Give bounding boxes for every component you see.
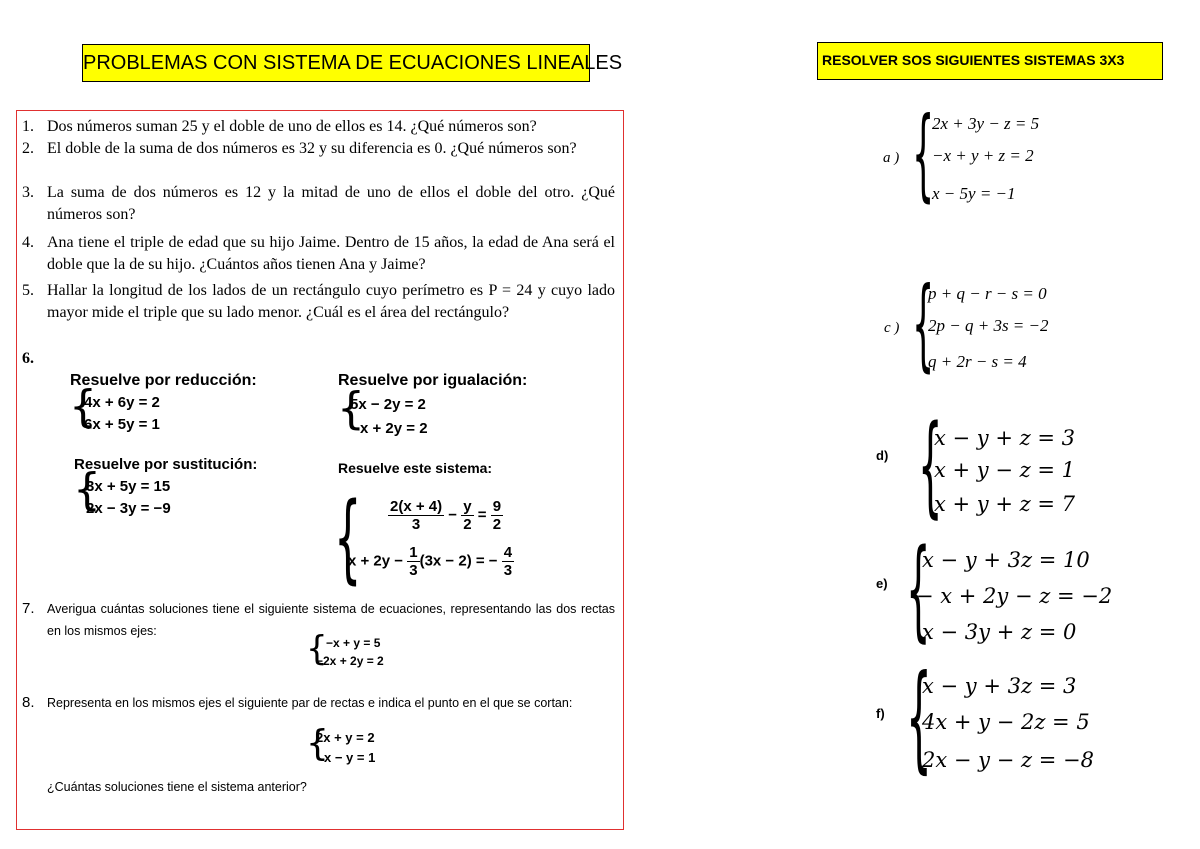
brace: {	[334, 482, 362, 594]
fraction: $\frac{9}{2}$	[492, 498, 502, 533]
problem-number: 1.	[22, 118, 34, 135]
brace: {	[306, 723, 329, 764]
equation: x − 3y + z = 0	[922, 620, 1077, 644]
brace: {	[906, 650, 932, 785]
system-fracciones	[334, 460, 598, 594]
equation: −x + y = 5	[326, 636, 381, 650]
equation: q + 2r − s = 4	[928, 352, 1027, 371]
equation: x − y + z = 3	[934, 426, 1075, 450]
problem-text: El doble de la suma de dos números es 32 y su diferencia es 0. ¿Qué números son?	[47, 140, 577, 157]
equation-fraction-2: x + 2y − $\frac{1}{3}$ (3x − 2) = − $\frac{4}{3}$	[348, 544, 513, 579]
equation: 2x − 3y = −9	[86, 500, 171, 517]
equation: 5x − 2y = 2	[350, 396, 426, 413]
fraction: $\frac{4}{3}$	[503, 544, 513, 579]
brace: {	[306, 629, 328, 669]
problem-8	[22, 692, 615, 714]
system-3x3-d	[918, 401, 1100, 529]
system-label-d: d)	[876, 448, 889, 463]
system-label-c: c )	[884, 320, 900, 336]
question-text: ¿Cuántas soluciones tiene el sistema anterior?	[47, 780, 307, 794]
equation: x − y + 3z = 3	[922, 674, 1077, 698]
system-reduccion	[70, 372, 310, 438]
system-label: Resuelve por reducción:	[70, 372, 257, 389]
problem-3	[22, 182, 615, 226]
problem-number: 7.	[22, 600, 35, 617]
right-title: RESOLVER SOS SIGUIENTES SISTEMAS 3X3	[817, 42, 1163, 80]
equation: x − 5y = −1	[932, 184, 1016, 203]
system-label-e: e)	[876, 576, 888, 591]
problem-2	[22, 138, 615, 160]
brace: {	[918, 401, 943, 529]
brace: {	[906, 525, 931, 653]
fraction: $\frac{y}{2}$	[463, 498, 472, 533]
system-label: Resuelve por sustitución:	[74, 456, 258, 473]
equation: x − y = 1	[324, 750, 376, 765]
equation: 3x + 5y = 15	[86, 478, 171, 495]
equation: 4x + y − 2z = 5	[922, 710, 1090, 734]
equation: p + q − r − s = 0	[928, 284, 1047, 303]
equation: x − y + 3z = 10	[922, 548, 1090, 572]
equation: − x + 2y − z = −2	[916, 584, 1113, 608]
problem-text: La suma de dos números es 12 y la mitad de uno de ellos el doble del otro. ¿Qué números son?	[47, 184, 615, 223]
system-label: Resuelve por igualación:	[338, 372, 528, 389]
fraction: $\frac{1}{3}$	[409, 544, 418, 579]
problem-1	[22, 116, 615, 138]
system-p7	[306, 629, 426, 674]
system-igualacion	[338, 372, 578, 438]
equation: x + 2y = 2	[360, 420, 428, 437]
brace: {	[912, 95, 935, 212]
problem-number: 2.	[22, 140, 34, 157]
equation: 2p − q + 3s = −2	[928, 316, 1049, 335]
problem-text: Averigua cuántas soluciones tiene el siguiente sistema de ecuaciones, representando las dos rectas en los mismos ejes:	[47, 602, 615, 638]
system-3x3-c	[912, 265, 1094, 384]
equation: x + y − z = 1	[934, 458, 1075, 482]
brace: {	[69, 381, 97, 432]
equation: 6x + 5y = 1	[84, 416, 160, 433]
problem-text: Hallar la longitud de los lados de un rectángulo cuyo perímetro es P = 24 y cuyo lado mayor mide el triple que su lado menor. ¿Cuál es el área del rectángulo?	[47, 282, 615, 321]
problem-8-question	[22, 776, 615, 798]
system-label-a: a )	[883, 150, 900, 166]
problem-4	[22, 232, 615, 276]
problem-text: Dos números suman 25 y el doble de uno de ellos es 14. ¿Qué números son?	[47, 118, 537, 135]
brace: {	[912, 265, 935, 382]
problem-number: 5.	[22, 282, 34, 299]
fraction: $\frac{2(x + 4)}{3}$	[390, 498, 443, 533]
equation: 4x + 6y = 2	[84, 394, 160, 411]
problem-text: Ana tiene el triple de edad que su hijo Jaime. Dentro de 15 años, la edad de Ana será el doble que la de su hijo. ¿Cuántos años tienen Ana y Jaime?	[47, 234, 615, 273]
equation: 2x + 3y − z = 5	[932, 114, 1040, 133]
equation: −x + y + z = 2	[932, 146, 1034, 165]
equation: 2x + y = 2	[316, 730, 375, 745]
system-3x3-e	[906, 525, 1113, 653]
equation-fraction-1: $\frac{2(x + 4)}{3}$ − $\frac{y}{2}$ = $\frac{9}{2}$	[390, 498, 502, 533]
problem-number: 4.	[22, 234, 34, 251]
system-label: Resuelve este sistema:	[338, 460, 493, 476]
problem-5	[22, 280, 615, 324]
system-p8	[306, 723, 426, 768]
problem-number: 6.	[22, 350, 34, 367]
system-3x3-f	[906, 650, 1108, 785]
system-3x3-a	[912, 95, 1094, 214]
left-title: PROBLEMAS CON SISTEMA DE ECUACIONES LINEALES	[82, 44, 590, 82]
system-label-f: f)	[876, 706, 885, 721]
equation: −2x + 2y = 2	[316, 654, 384, 668]
brace: {	[337, 383, 365, 434]
problem-text: Representa en los mismos ejes el siguiente par de rectas e indica el punto en el que se cortan:	[47, 696, 573, 710]
equation: x + y + z = 7	[934, 492, 1075, 516]
equation: 2x − y − z = −8	[922, 748, 1094, 772]
brace: {	[73, 464, 101, 515]
system-sustitucion	[74, 456, 314, 522]
problem-number: 3.	[22, 184, 34, 201]
problem-number: 8.	[22, 694, 35, 711]
